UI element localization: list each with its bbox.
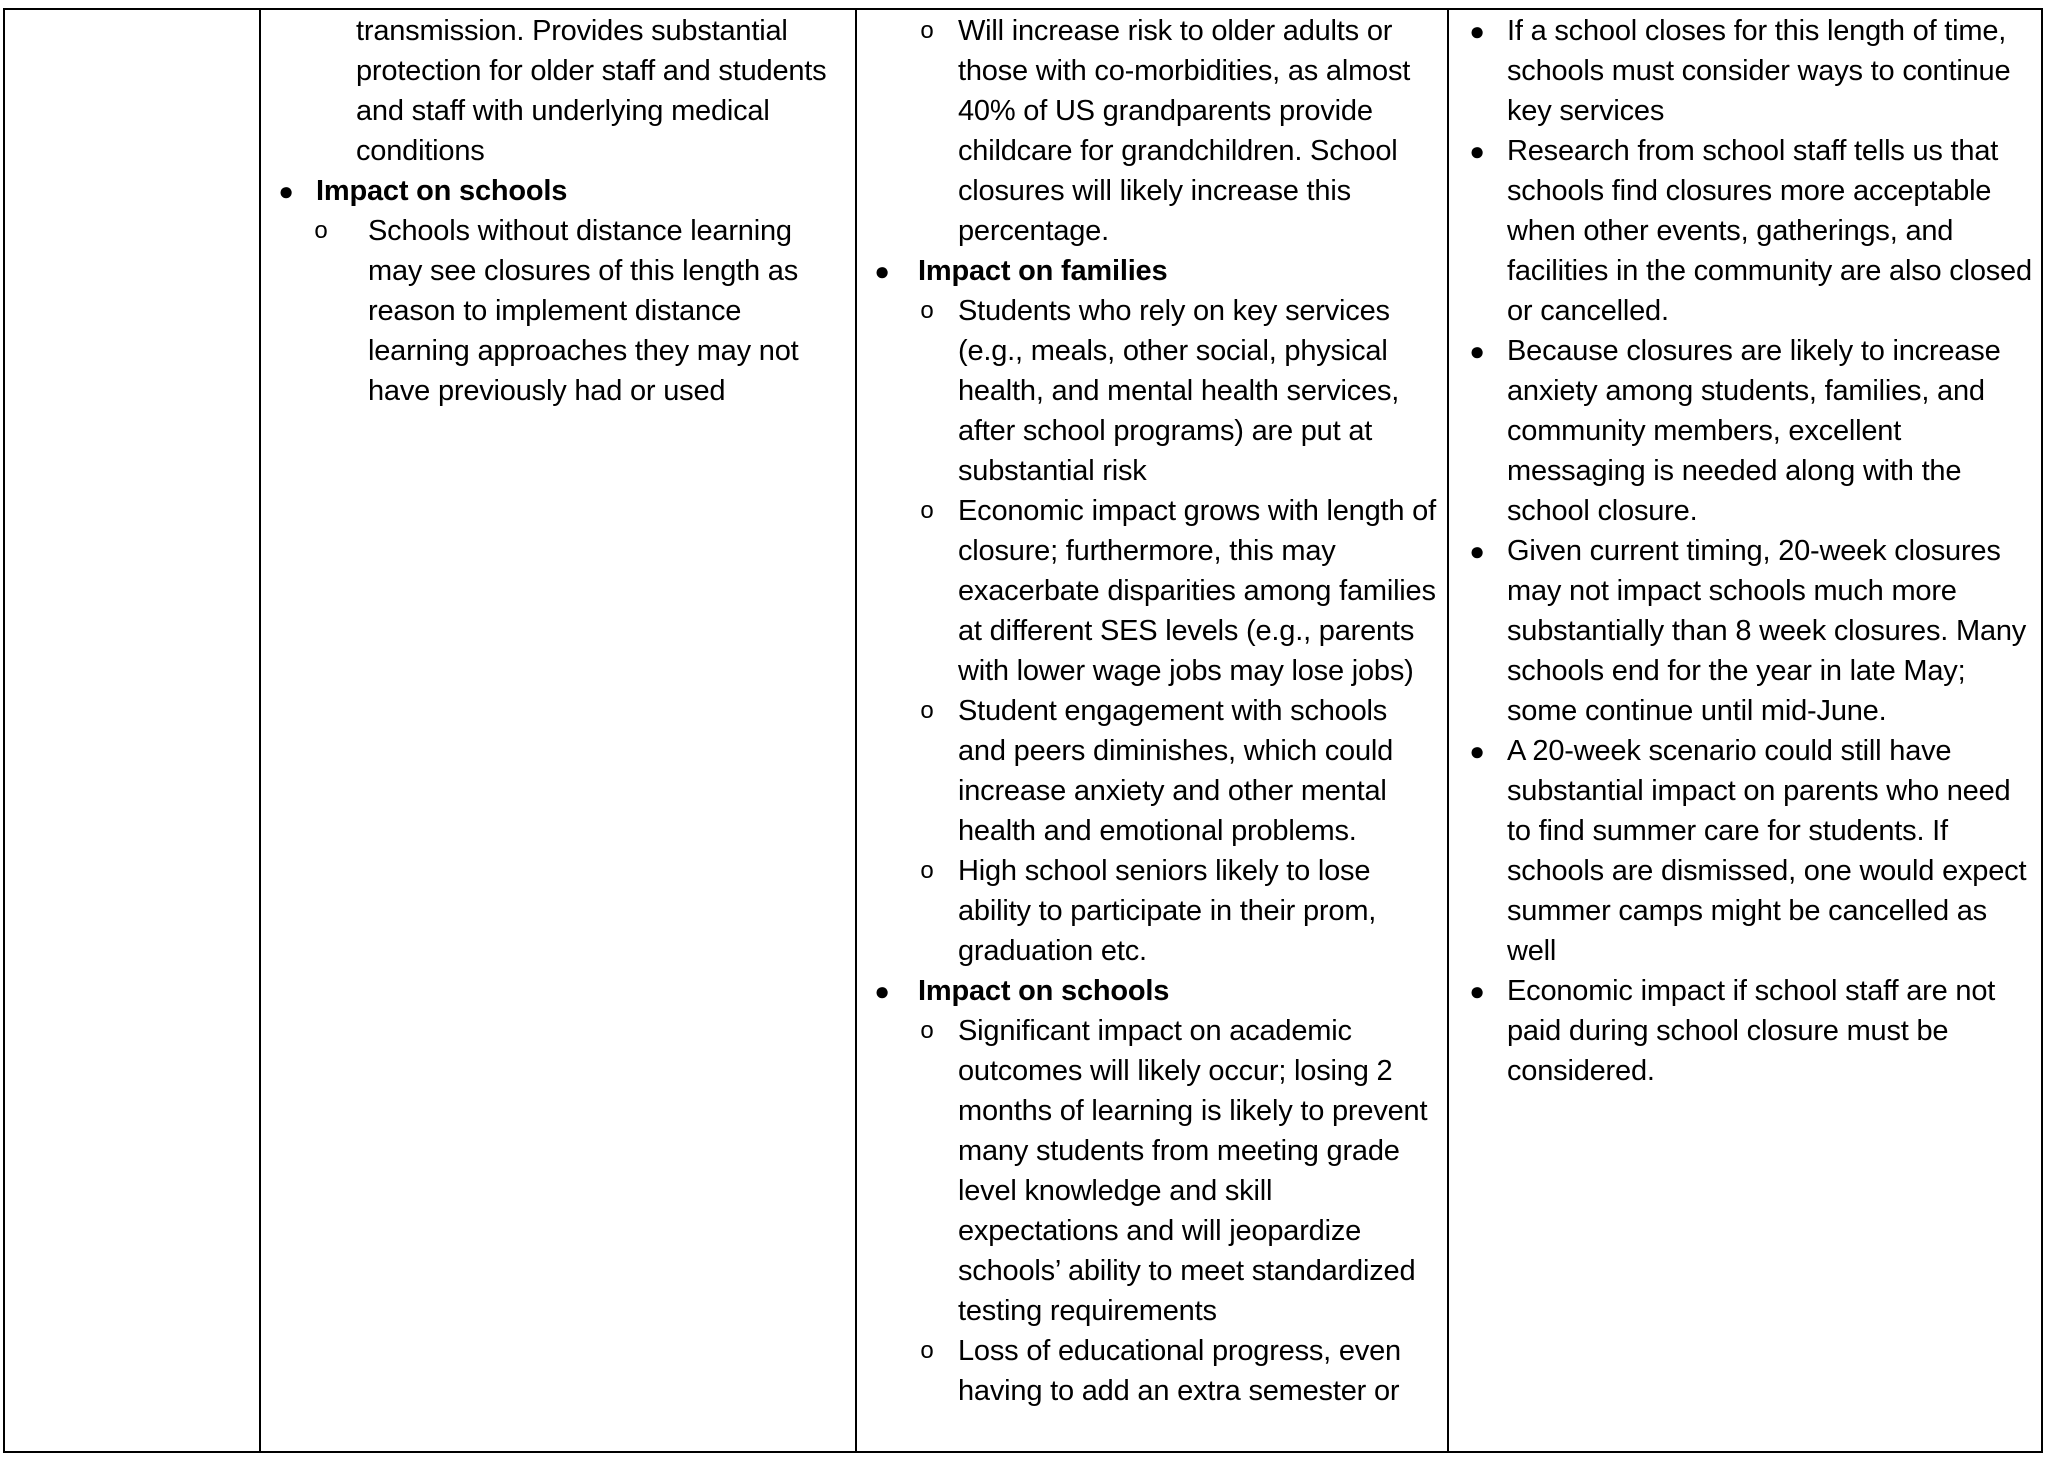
circle-bullet-icon: o (920, 1337, 934, 1364)
list-item: ● A 20-week scenario could still have substantial impact on parents who need to find summer care for students. If schools are dismissed, one would expect summer camps might be cancelled as well (1449, 731, 2041, 971)
table-column-3 (1449, 10, 2041, 1451)
list-item: ● If a school closes for this length of time, schools must consider ways to continue key services (1449, 11, 2041, 131)
section-heading: Impact on schools (316, 175, 568, 207)
list-item: o Significant impact on academic outcomes will likely occur; losing 2 months of learning is likely to prevent many students from meeting grade level knowledge and skill expectations and will jeopardize schools’ ability to meet standardized testing requirements (857, 1011, 1447, 1331)
table-column-2 (857, 10, 1449, 1451)
bullet-item-heading (857, 971, 1447, 1011)
table-column-empty (5, 10, 261, 1451)
bullet-icon: ● (1469, 736, 1485, 766)
list-item: ● Because closures are likely to increase anxiety among students, families, and community members, excellent messaging is needed along with the school closure. (1449, 331, 2041, 531)
list-item: o Economic impact grows with length of closure; furthermore, this may exacerbate disparities among families at different SES levels (e.g., parents with lower wage jobs may lose jobs) (857, 491, 1447, 691)
list-item: o Students who rely on key services (e.g., meals, other social, physical health, and mental health services, after school programs) are put at substantial risk (857, 291, 1447, 491)
list-item: o High school seniors likely to lose ability to participate in their prom, graduation etc. (857, 851, 1447, 971)
bullet-icon: ● (278, 176, 294, 206)
bullet-icon: ● (1469, 136, 1485, 166)
bullet-icon: ● (874, 256, 890, 286)
bullet-icon: ● (1469, 336, 1485, 366)
circle-bullet-icon: o (920, 17, 934, 44)
continuation-text: transmission. Provides substantial protection for older staff and students and staff with underlying medical conditions (356, 15, 827, 167)
bullet-item-heading (857, 251, 1447, 291)
bullet-icon: ● (1469, 536, 1485, 566)
bullet-icon: ● (1469, 976, 1485, 1006)
list-item: o Student engagement with schools and peers diminishes, which could increase anxiety and other mental health and emotional problems. (857, 691, 1447, 851)
list-item: o Loss of educational progress, even having to add an extra semester or (857, 1331, 1447, 1411)
circle-bullet-icon: o (920, 497, 934, 524)
section-heading: Impact on schools (918, 975, 1170, 1007)
bullet-icon: ● (1469, 16, 1485, 46)
circle-bullet-icon: o (920, 697, 934, 724)
document-table (3, 8, 2043, 1453)
list-item: o Will increase risk to older adults or those with co-morbidities, as almost 40% of US grandparents provide childcare for grandchildren. School closures will likely increase this percentage. (857, 11, 1447, 251)
section-heading: Impact on families (918, 255, 1168, 287)
bullet-icon: ● (874, 976, 890, 1006)
list-item: ● Research from school staff tells us that schools find closures more acceptable when other events, gatherings, and facilities in the community are also closed or cancelled. (1449, 131, 2041, 331)
table-column-1 (261, 10, 857, 1451)
circle-bullet-icon: o (920, 1017, 934, 1044)
list-item: ● Given current timing, 20-week closures may not impact schools much more substantially than 8 week closures. Many schools end for the year in late May; some continue until mid-June. (1449, 531, 2041, 731)
circle-bullet-icon: o (920, 857, 934, 884)
list-item: o Schools without distance learning may see closures of this length as reason to implement distance learning approaches they may not have previously had or used (261, 211, 855, 411)
circle-bullet-icon: o (920, 297, 934, 324)
bullet-item-heading (261, 171, 855, 211)
list-item: ● Economic impact if school staff are not paid during school closure must be considered. (1449, 971, 2041, 1091)
circle-bullet-icon: o (314, 217, 328, 244)
